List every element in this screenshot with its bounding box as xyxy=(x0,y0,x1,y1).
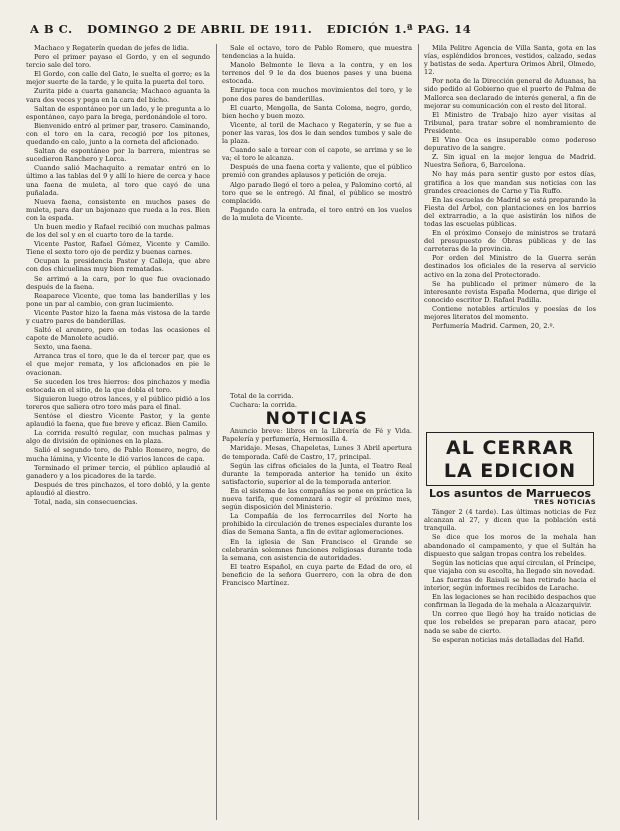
paragraph: Maridaje. Mesas, Chapeletas, Lunes 3 Abril apertura de temporada. Café de Castro, 17, principal. xyxy=(222,444,412,461)
paragraph: El Gordo, con calle del Gato, le suelta el gorro; es la mejor suerte de la tarde, y le quita la puerta del toro. xyxy=(26,70,210,87)
bullfight-report-end xyxy=(222,392,412,409)
paragraph: No hay más para sentir gusto por estos días, gratifica a los que mandan sus noticias con las grandes creaciones de Carne y Tia Ruffo. xyxy=(424,170,596,195)
paragraph: Después de tres pinchazos, el toro dobló, y la gente aplaudió al diestro. xyxy=(26,480,210,497)
paragraph: Nueva faena, consistente en muchos pases de muleta, para dar un bajonazo que rueda a la res. Bien con la espada. xyxy=(26,197,210,222)
paragraph: Enrique toca con muchos movimientos del toro, y le pone dos pares de banderillas. xyxy=(222,86,412,103)
paragraph: Ocupan la presidencia Pastor y Calleja, que abre con dos chicuelinas muy bien rematadas. xyxy=(26,257,210,274)
noticias-list xyxy=(222,427,412,587)
marruecos-news xyxy=(424,508,596,644)
paragraph: Tánger 2 (4 tarde). Las últimas noticias de Fez alcanzan al 27, y dicen que la población está tranquila. xyxy=(424,508,596,533)
paragraph: La corrida resultó regular, con muchas palmas y algo de división de opiniones en la plaza. xyxy=(26,429,210,446)
paragraph: La Compañía de los ferrocarriles del Norte ha prohibido la circulación de trenes especiales durante los días de Semana Santa, a fin de evitar aglomeraciones. xyxy=(222,512,412,537)
paragraph: En las escuelas de Madrid se está preparando la Fiesta del Árbol, con plantaciones en los barrios del extrarradio, a la que asistirán los niños de todas las escuelas públicas. xyxy=(424,195,596,228)
paragraph: Vicente Pastor hizo la faena más vistosa de la tarde y cuatro pares de banderillas. xyxy=(26,308,210,325)
paragraph: Total, nada, sin consecuencias. xyxy=(34,497,138,506)
paragraph: Cuando sale a torear con el capote, se arrima y se le va; el toro le alcanza. xyxy=(222,146,412,163)
paragraph: Machaco y Regaterín quedan de jefes de lidia. xyxy=(34,44,189,52)
marruecos-heading: Los asuntos de Marruecos xyxy=(428,487,592,500)
paragraph: Se suceden los tres hierros: dos pinchazos y media estocada en el sitio, de la que dobla el toro. xyxy=(26,377,210,394)
paragraph: Bienvenido entró al primer par, trasero. Caminando, con el toro en la cara, recogió por los pitones, quedando en calo, junto a la corneta del aficionado. xyxy=(26,121,210,147)
paragraph: Se arrimó a la cara, por lo que fue ovacionado después de la faena. xyxy=(26,274,210,291)
noticias-heading: NOTICIAS xyxy=(265,409,369,430)
paragraph: Zurita pide a cuarta ganancia; Machaco aguanta la vara dos veces y pega en la cara del bicho. xyxy=(26,87,210,104)
paragraph: Pero el primer payaso el Gordo, y en el segundo tercio sale del toro. xyxy=(26,53,210,70)
paragraph: Sale el octavo, toro de Pablo Romero, que muestra tendencias a la huída. xyxy=(222,44,412,61)
publication-name: A B C. xyxy=(30,22,73,36)
page-header xyxy=(30,22,590,38)
paragraph: En el sistema de las compañías se pone en práctica la nueva tarifa, que comenzará a regir el próximo mes, según disposición del Ministerio. xyxy=(222,486,412,512)
paragraph: Mila Pelitre Agencia de Villa Santa, gota en las vías, espléndidos bronces, vestidos, calzado, sedas y batistas de seda. Apertura Orimos Abril, Olmedo, 12. xyxy=(424,44,596,77)
paragraph: Salió el segundo toro, de Pablo Romero, negro, de mucha lámina, y Vicente le dió varios lances de capa. xyxy=(26,446,210,463)
paragraph: Pagando cara la entrada, el toro entró en los vuelos de la muleta de Vicente. xyxy=(222,205,412,222)
paragraph: Por nota de la Dirección general de Aduanas, ha sido pedido al Gobierno que el puerto de Palma de Mallorca sea declarado de interés general, a fin de mejorar su comunicación con el resto del litoral. xyxy=(424,77,596,110)
paragraph: Siguieron luego otros lances, y el público pidió a los toreros que saliera otro toro más para el final. xyxy=(26,394,210,411)
column-rule xyxy=(418,44,419,820)
paragraph: Sentóse el diestro Vicente Pastor, y la gente aplaudió la faena, que fue breve y eficaz. Bien Camilo. xyxy=(26,412,210,429)
paragraph: Se esperan noticias más detalladas del Hafid. xyxy=(432,635,585,644)
paragraph: Vicente Pastor, Rafael Gómez, Vicente y Camilo. Tiene el sexto toro ojo de perdiz y buenas carnes. xyxy=(26,240,210,257)
paragraph: Contiene notables artículos y poesías de los mejores literatos del momento. xyxy=(424,304,596,321)
paragraph: Después de una faena corta y valiente, que el público premió con grandes aplausos y petición de oreja. xyxy=(222,163,412,180)
paragraph: Vicente, al toril de Machaco y Regaterín, y se fue a poner las varas, los dos le dan sendos tumbos y sale de la plaza. xyxy=(222,120,412,146)
tres-noticias-kicker: TRES NOTICIAS xyxy=(533,498,596,507)
la-edicion-heading: LA EDICION xyxy=(443,460,577,482)
paragraph: Manolo Belmonte le lleva a la contra, y en los terrenos del 9 le da dos buenos pases y una buena estocada. xyxy=(222,61,412,86)
paragraph: Algo parado llegó el toro a pelea, y Palomino cortó, al toro que se le entregó. Al final, el público se mostró complacido. xyxy=(222,180,412,205)
paragraph: Saltan de espontáneo por un lado, y le pregunta a lo espontáneo, cayo para la brega, perdonándole el toro. xyxy=(26,104,210,121)
paragraph: Cuando salió Machaquito a rematar entró en lo último a las tablas del 9 y allí lo hiere de cerca y hace una faena de muleta, al toro que cayó de una puñalada. xyxy=(26,164,210,197)
paragraph: Perfumería Madrid. Carmen, 20, 2.º. xyxy=(432,322,555,331)
paragraph: Sexto, una faena. xyxy=(34,343,93,352)
column-2 xyxy=(222,44,412,820)
column-3 xyxy=(424,44,596,820)
publication-date: DOMINGO 2 DE ABRIL DE 1911. xyxy=(87,22,313,36)
paragraph: Según las cifras oficiales de la Junta, el Teatro Real durante la temporada anterior ha tenido un éxito satisfactorio, superior al de la temporada anterior. xyxy=(222,461,412,486)
paragraph: Según las noticias que aquí circulan, el Príncipe, que viajaba con su escolta, ha llegado sin novedad. xyxy=(424,558,596,575)
paragraph: Cuchara: la corrida. xyxy=(230,401,298,410)
paragraph: Anuncio breve: libros en la Librería de Fé y Vida. Papelería y perfumería, Hermosilla 4. xyxy=(222,427,412,444)
edition-label: EDICIÓN 1.ª PAG. 14 xyxy=(326,22,472,36)
paragraph: El cuarto, Mengolla, de Santa Coloma, negro, gordo, bien hecho y buen mozo. xyxy=(222,103,412,120)
paragraph: En el próximo Consejo de ministros se tratará del presupuesto de Obras públicas y de las carreteras de la provincia. xyxy=(424,229,596,254)
paragraph: Total de la corrida. xyxy=(230,392,294,400)
paragraph: Las fuerzas de Raisuli se han retirado hacia el interior, según informes recibidos de Larache. xyxy=(424,575,596,593)
paragraph: En las legaciones se han recibido despachos que confirman la llegada de la mehala a Alcazarquivir. xyxy=(424,593,596,610)
paragraph: Un buen medio y Rafael recibió con muchas palmas de los del sol y en el cuarto toro de la tarde. xyxy=(26,222,210,240)
paragraph: Z. Sin igual en la mejor lengua de Madrid. Nuestra Señora, 6, Barcelona. xyxy=(424,153,596,170)
paragraph: Se ha publicado el primer número de la interesante revista España Moderna, que dirige el conocido escritor D. Rafael Padilla. xyxy=(424,279,596,304)
paragraph: Por orden del Ministro de la Guerra serán destinados los oficiales de la reserva al servicio activo en la zona del Protectorado. xyxy=(424,254,596,279)
bullfight-report-continued xyxy=(222,44,412,392)
paragraph: Reaparece Vicente, que toma las banderillas y les pone un par al cambio, con gran lucimiento. xyxy=(26,291,210,308)
al-cerrar-box xyxy=(426,432,594,486)
paragraph: Terminado el primer tercio, el público aplaudió al ganadero y a los picadores de la tarde. xyxy=(26,463,210,480)
paragraph: El Vino Oca es insuperable como poderoso depurativo de la sangre. xyxy=(424,136,596,153)
column-1 xyxy=(26,44,210,820)
paragraph: El Ministro de Trabajo hizo ayer visitas al Tribunal, para tratar sobre el nombramiento de Presidente. xyxy=(424,110,596,135)
paragraph: En la iglesia de San Francisco el Grande se celebrarán solemnes funciones religiosas durante toda la semana, con asistencia de autoridades. xyxy=(222,537,412,562)
paragraph: Un correo que llegó hoy ha traído noticias de que los rebeldes se preparan para atacar, pero nada se sabe de cierto. xyxy=(424,610,596,635)
notices-list xyxy=(424,44,596,426)
column-rule xyxy=(216,44,217,820)
paragraph: El teatro Español, en cuya parte de Edad de oro, el beneficio de la señora Guerrero, con la obra de don Francisco Martínez. xyxy=(222,562,412,587)
paragraph: Arranca tras el toro, que le da el tercer par, que es el que mejor remata, y los aficionados en pie le ovacionan. xyxy=(26,352,210,377)
paragraph: Saltan de espontáneo por la barrera, mientras se sucedieron Ranchero y Lorca. xyxy=(26,147,210,164)
paragraph: Saltó el arenero, pero en todas las ocasiones el capote de Manolete acudió. xyxy=(26,326,210,343)
paragraph: Se dice que los moros de la mehala han abandonado el campamento, y que el Sultán ha dispuesto que salgan tropas contra los rebeldes. xyxy=(424,533,596,558)
al-cerrar-heading: AL CERRAR xyxy=(446,437,574,459)
